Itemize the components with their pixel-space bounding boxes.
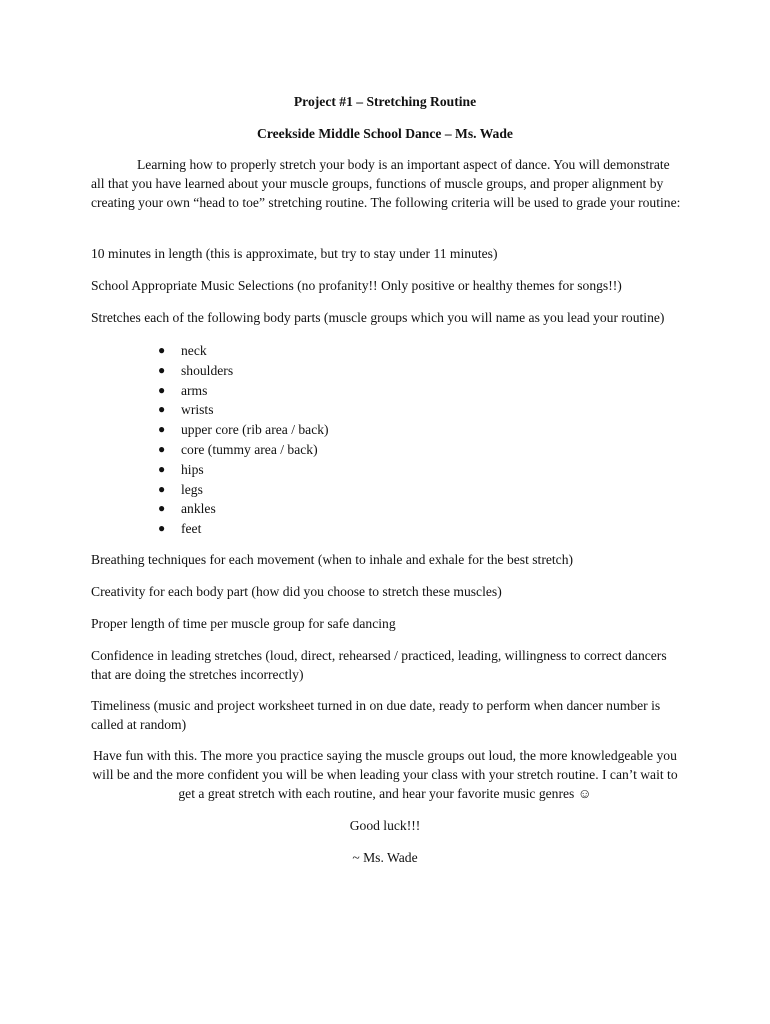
document-title: Project #1 – Stretching Routine [293, 94, 477, 109]
list-item: ● wrists [0, 400, 770, 420]
bullet-icon: ● [158, 343, 166, 357]
criterion-music: School Appropriate Music Selections (no profanity!! Only positive or healthy themes for songs!!) [91, 278, 622, 293]
bullet-icon: ● [158, 501, 166, 516]
list-item: ● ankles [0, 499, 770, 519]
criterion-length: 10 minutes in length (this is approximate, but try to stay under 11 minutes) [91, 246, 498, 261]
bullet-icon: ● [158, 382, 166, 397]
intro-paragraph: Learning how to properly stretch your body is an important aspect of dance. You will demonstrate all that you have learned about your muscle groups, functions of muscle groups, and proper alignment by creating your own “head to toe” stretching routine. The following criteria will be used to grade your routine: [91, 157, 681, 210]
bullet-icon: ● [158, 402, 166, 417]
good-luck-text: Good luck!!! [349, 818, 421, 833]
bullet-icon: ● [158, 521, 166, 536]
criterion-body-parts: Stretches each of the following body parts (muscle groups which you will name as you lead your routine) [91, 310, 665, 325]
list-item: ● upper core (rib area / back) [0, 420, 770, 440]
criterion-confidence: Confidence in leading stretches (loud, direct, rehearsed / practiced, leading, willingness to correct dancers that are doing the stretches incorrectly) [91, 648, 667, 682]
criterion-creativity: Creativity for each body part (how did you choose to stretch these muscles) [91, 584, 502, 599]
signature-text: ~ Ms. Wade [352, 850, 418, 865]
closing-paragraph: Have fun with this. The more you practice saying the muscle groups out loud, the more knowledgeable you will be and the more confident you will be when leading your class with your stretch routine. I can’t wait to get a great stretch with each routine, and hear your favorite music genres ☺ [92, 748, 678, 801]
list-item: ● legs [0, 480, 770, 500]
bullet-icon: ● [158, 362, 166, 377]
bullet-icon: ● [158, 441, 166, 456]
bullet-icon: ● [158, 461, 166, 476]
list-item: ● feet [0, 519, 770, 539]
document-subtitle: Creekside Middle School Dance – Ms. Wade [257, 126, 513, 141]
list-item: ● core (tummy area / back) [0, 440, 770, 460]
bullet-icon: ● [158, 481, 166, 496]
criterion-timeliness: Timeliness (music and project worksheet turned in on due date, ready to perform when dancer number is called at random) [91, 698, 661, 732]
list-item: ● neck [0, 341, 770, 361]
list-item: ● arms [0, 381, 770, 401]
body-parts-list [0, 341, 770, 539]
criterion-timing: Proper length of time per muscle group for safe dancing [91, 616, 396, 631]
criterion-breathing: Breathing techniques for each movement (when to inhale and exhale for the best stretch) [91, 552, 574, 567]
bullet-icon: ● [158, 422, 166, 437]
list-item: ● hips [0, 460, 770, 480]
list-item: ● shoulders [0, 361, 770, 381]
